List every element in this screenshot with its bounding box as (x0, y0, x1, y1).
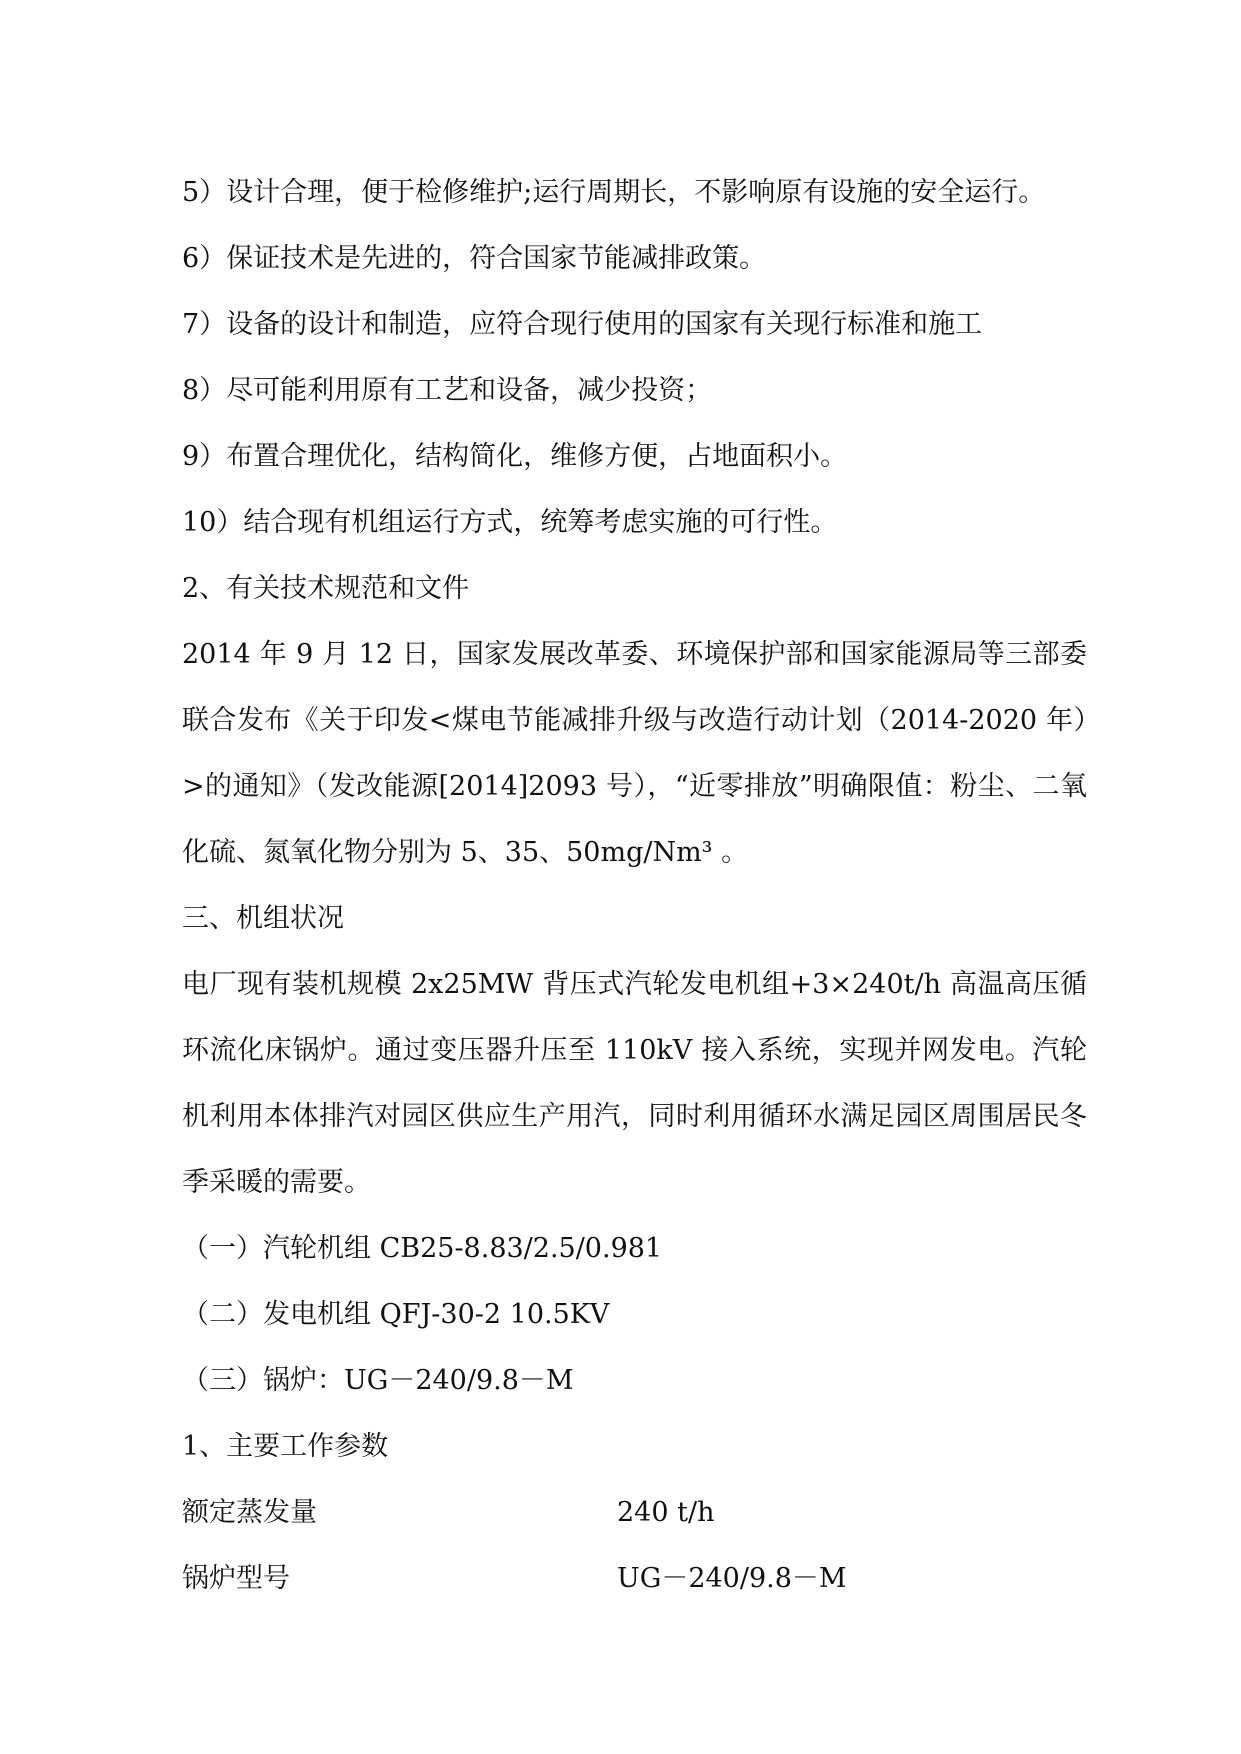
list-item: 9）布置合理优化，结构简化，维修方便，占地面积小。 (182, 441, 848, 472)
param-row (182, 1546, 1087, 1612)
list-item: 10）结合现有机组运行方式，统筹考虑实施的可行性。 (182, 507, 838, 538)
unit-item: （二）发电机组 QFJ-30-2 10.5KV (182, 1299, 610, 1330)
section-heading: 1、主要工作参数 (182, 1431, 389, 1462)
list-item: 7）设备的设计和制造，应符合现行使用的国家有关现行标准和施工 (182, 309, 983, 340)
param-value: 240 t/h (617, 1497, 715, 1528)
regulation-paragraph: 2014 年 9 月 12 日，国家发展改革委、环境保护部和国家能源局等三部委联合发布《关于印发<煤电节能减排升级与改造行动计划（2014-2020 年）>的通知》（发改能源[2014]2093 号），“近零排放”明确限值：粉尘、二氧化硫、氮氧化物分别为 5、35、50mg/Nm³ 。 (182, 639, 1087, 868)
document-body (182, 160, 1087, 1612)
param-label: 额定蒸发量 (182, 1497, 317, 1528)
section-heading: 三、机组状况 (182, 903, 344, 934)
section-heading: 2、有关技术规范和文件 (182, 573, 470, 604)
param-row (182, 1480, 1087, 1546)
unit-item: （三）锅炉：UG－240/9.8－M (182, 1365, 574, 1396)
param-value: UG－240/9.8－M (617, 1563, 847, 1594)
unit-item: （一）汽轮机组 CB25-8.83/2.5/0.981 (182, 1233, 663, 1264)
list-item: 6）保证技术是先进的，符合国家节能减排政策。 (182, 243, 767, 274)
list-item: 8）尽可能利用原有工艺和设备，减少投资； (182, 375, 713, 406)
param-label: 锅炉型号 (182, 1563, 290, 1594)
list-item: 5）设计合理，便于检修维护;运行周期长，不影响原有设施的安全运行。 (182, 177, 1046, 208)
unit-status-paragraph: 电厂现有装机规模 2x25MW 背压式汽轮发电机组+3×240t/h 高温高压循环流化床锅炉。通过变压器升压至 110kV 接入系统，实现并网发电。汽轮机利用本体排汽对园区供应生产用汽，同时利用循环水满足园区周围居民冬季采暖的需要。 (182, 969, 1087, 1198)
